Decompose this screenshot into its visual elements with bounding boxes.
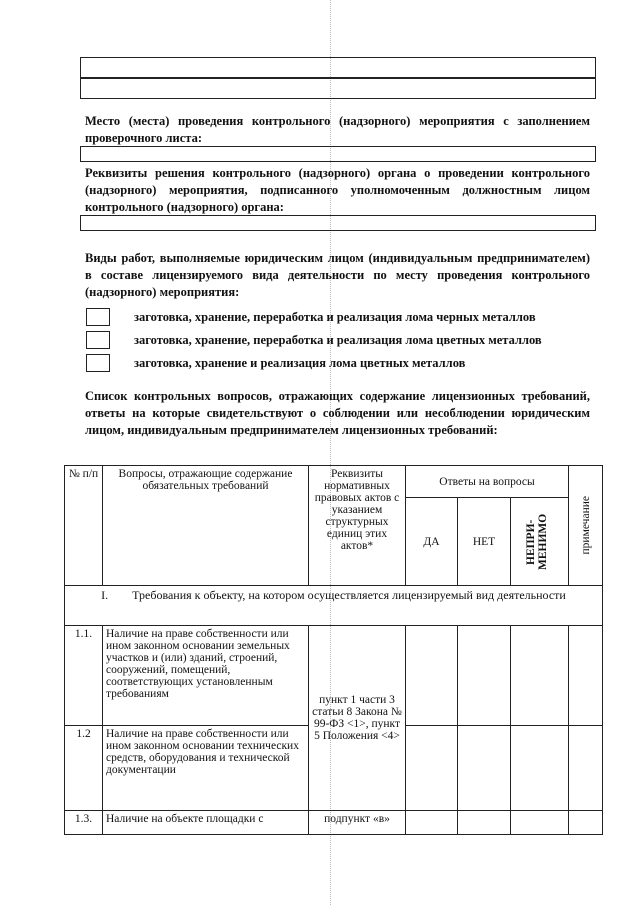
row-3-note[interactable]: [569, 811, 603, 835]
checkbox-row-3[interactable]: [86, 354, 465, 372]
header-note: примечание: [579, 496, 592, 555]
row-1-note[interactable]: [569, 626, 603, 726]
header-num: № п/п: [65, 466, 103, 586]
checkbox-nonferrous[interactable]: [86, 354, 110, 372]
row-3-num: 1.3.: [65, 811, 103, 835]
row-1-no[interactable]: [458, 626, 511, 726]
row-1-question: Наличие на праве собственности или ином законном основании земельных участков и (или) зданий, строений, сооружений, помещений, соответствующих установленным требованиям: [103, 626, 309, 726]
header-no: НЕТ: [458, 498, 511, 586]
section-1-row: [65, 586, 603, 626]
row-1-na[interactable]: [511, 626, 569, 726]
row-2-yes[interactable]: [406, 726, 458, 811]
place-field[interactable]: [80, 146, 596, 162]
top-blank-field-1[interactable]: [80, 57, 596, 79]
checkbox-row-2[interactable]: [86, 331, 542, 349]
header-na: НЕПРИ- МЕНИМО: [524, 513, 549, 570]
row-2-na[interactable]: [511, 726, 569, 811]
list-intro: Список контрольных вопросов, отражающих содержание лицензионных требований, ответы на которые свидетельствуют о соблюдении или несоблюдении юридическим лицом, индивидуальным предпринимателем лицензионных требований:: [85, 389, 590, 437]
row-1-yes[interactable]: [406, 626, 458, 726]
requisites-field[interactable]: [80, 215, 596, 231]
row-3-no[interactable]: [458, 811, 511, 835]
shared-requisites: пункт 1 части 3 статьи 8 Закона № 99-ФЗ <1>, пункт 5 Положения <4>: [309, 626, 406, 811]
works-label: Виды работ, выполняемые юридическим лицом (индивидуальным предпринимателем) в составе лицензируемого вида деятельности по месту проведения контрольного (надзорного) мероприятия:: [85, 251, 590, 299]
row-3-question: Наличие на объекте площадки с: [103, 811, 309, 835]
row-2-num: 1.2: [65, 726, 103, 811]
checkbox-label-1: заготовка, хранение, переработка и реализация лома черных металлов: [134, 309, 536, 324]
requisites-label: Реквизиты решения контрольного (надзорного) органа о проведении контрольного (надзорного) мероприятия, подписанного уполномоченным должностным лицом контрольного (надзорного) органа:: [85, 166, 590, 214]
header-note-cell: [569, 466, 603, 586]
row-2-question: Наличие на праве собственности или ином законном основании технических средств, оборудования и технической документации: [103, 726, 309, 811]
row-1-num: 1.1.: [65, 626, 103, 726]
header-na-cell: [511, 498, 569, 586]
header-answers: Ответы на вопросы: [406, 466, 569, 498]
header-yes: ДА: [406, 498, 458, 586]
row-3-yes[interactable]: [406, 811, 458, 835]
checkbox-label-3: заготовка, хранение и реализация лома цветных металлов: [134, 355, 466, 370]
row-3-na[interactable]: [511, 811, 569, 835]
row-2-note[interactable]: [569, 726, 603, 811]
place-label: Место (места) проведения контрольного (надзорного) мероприятия с заполнением проверочного листа:: [85, 114, 590, 145]
section-1-num: I.: [101, 588, 109, 602]
checkbox-nonferrous-processing[interactable]: [86, 331, 110, 349]
row-2-no[interactable]: [458, 726, 511, 811]
checklist-table: [64, 465, 603, 835]
checkbox-row-1[interactable]: [86, 308, 536, 326]
header-questions: Вопросы, отражающие содержание обязательных требований: [103, 466, 309, 586]
top-blank-field-2[interactable]: [80, 77, 596, 99]
checkbox-ferrous[interactable]: [86, 308, 110, 326]
row-3-requisites: подпункт «в»: [309, 811, 406, 835]
checkbox-label-2: заготовка, хранение, переработка и реализация лома цветных металлов: [134, 332, 542, 347]
header-requisites: Реквизиты нормативных правовых актов с указанием структурных единиц этих актов*: [309, 466, 406, 586]
section-1-title: Требования к объекту, на котором осуществляется лицензируемый вид деятельности: [132, 588, 566, 602]
